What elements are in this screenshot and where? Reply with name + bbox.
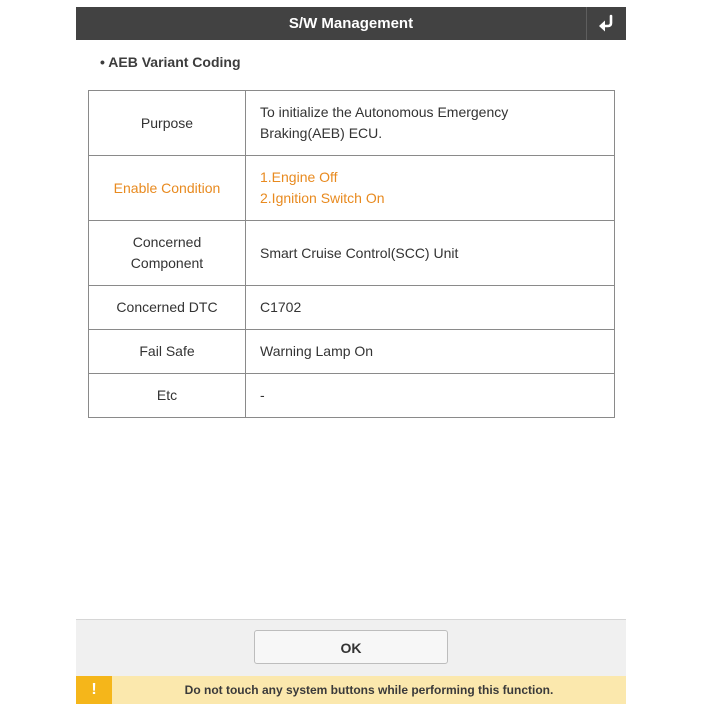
info-table	[88, 90, 615, 418]
row-value	[246, 286, 615, 330]
row-label: Concerned DTC	[89, 286, 246, 330]
ok-button[interactable]: OK	[254, 630, 448, 664]
row-value	[246, 156, 615, 221]
value-line: 1.Engine Off	[260, 169, 338, 185]
row-label: Purpose	[89, 91, 246, 156]
label-line: Concerned	[132, 234, 202, 250]
warning-bar	[76, 676, 626, 704]
value-line: Warning Lamp On	[260, 343, 374, 359]
row-label	[89, 221, 246, 286]
table-row-fail-safe	[89, 330, 615, 374]
value-line: Braking(AEB) ECU.	[260, 125, 383, 141]
value-line: To initialize the Autonomous Emergency	[260, 104, 509, 120]
value-line: Smart Cruise Control(SCC) Unit	[260, 244, 459, 261]
warning-text: Do not touch any system buttons while performing this function.	[184, 683, 554, 697]
title-bar	[76, 7, 626, 40]
table-row-etc	[89, 374, 615, 418]
value-line: C1702	[260, 299, 302, 315]
row-value	[246, 221, 615, 286]
table-row-concerned-dtc	[89, 286, 615, 330]
back-button[interactable]	[586, 7, 626, 40]
row-label: Enable Condition	[89, 156, 246, 221]
row-label: Etc	[89, 374, 246, 418]
row-label: Fail Safe	[89, 330, 246, 374]
return-arrow-icon	[597, 14, 617, 33]
value-line: -	[260, 387, 265, 403]
warning-icon: !	[76, 676, 112, 704]
row-value	[246, 374, 615, 418]
app-window	[76, 7, 626, 704]
table-row-concerned-component	[89, 221, 615, 286]
row-value	[246, 330, 615, 374]
table-row-purpose	[89, 91, 615, 156]
section-title: • AEB Variant Coding	[100, 54, 241, 70]
footer-bar	[76, 619, 626, 677]
row-value	[246, 91, 615, 156]
label-line: Component	[130, 255, 204, 271]
window-title: S/W Management	[288, 15, 414, 32]
table-row-enable-condition	[89, 156, 615, 221]
value-line: 2.Ignition Switch On	[260, 190, 385, 206]
